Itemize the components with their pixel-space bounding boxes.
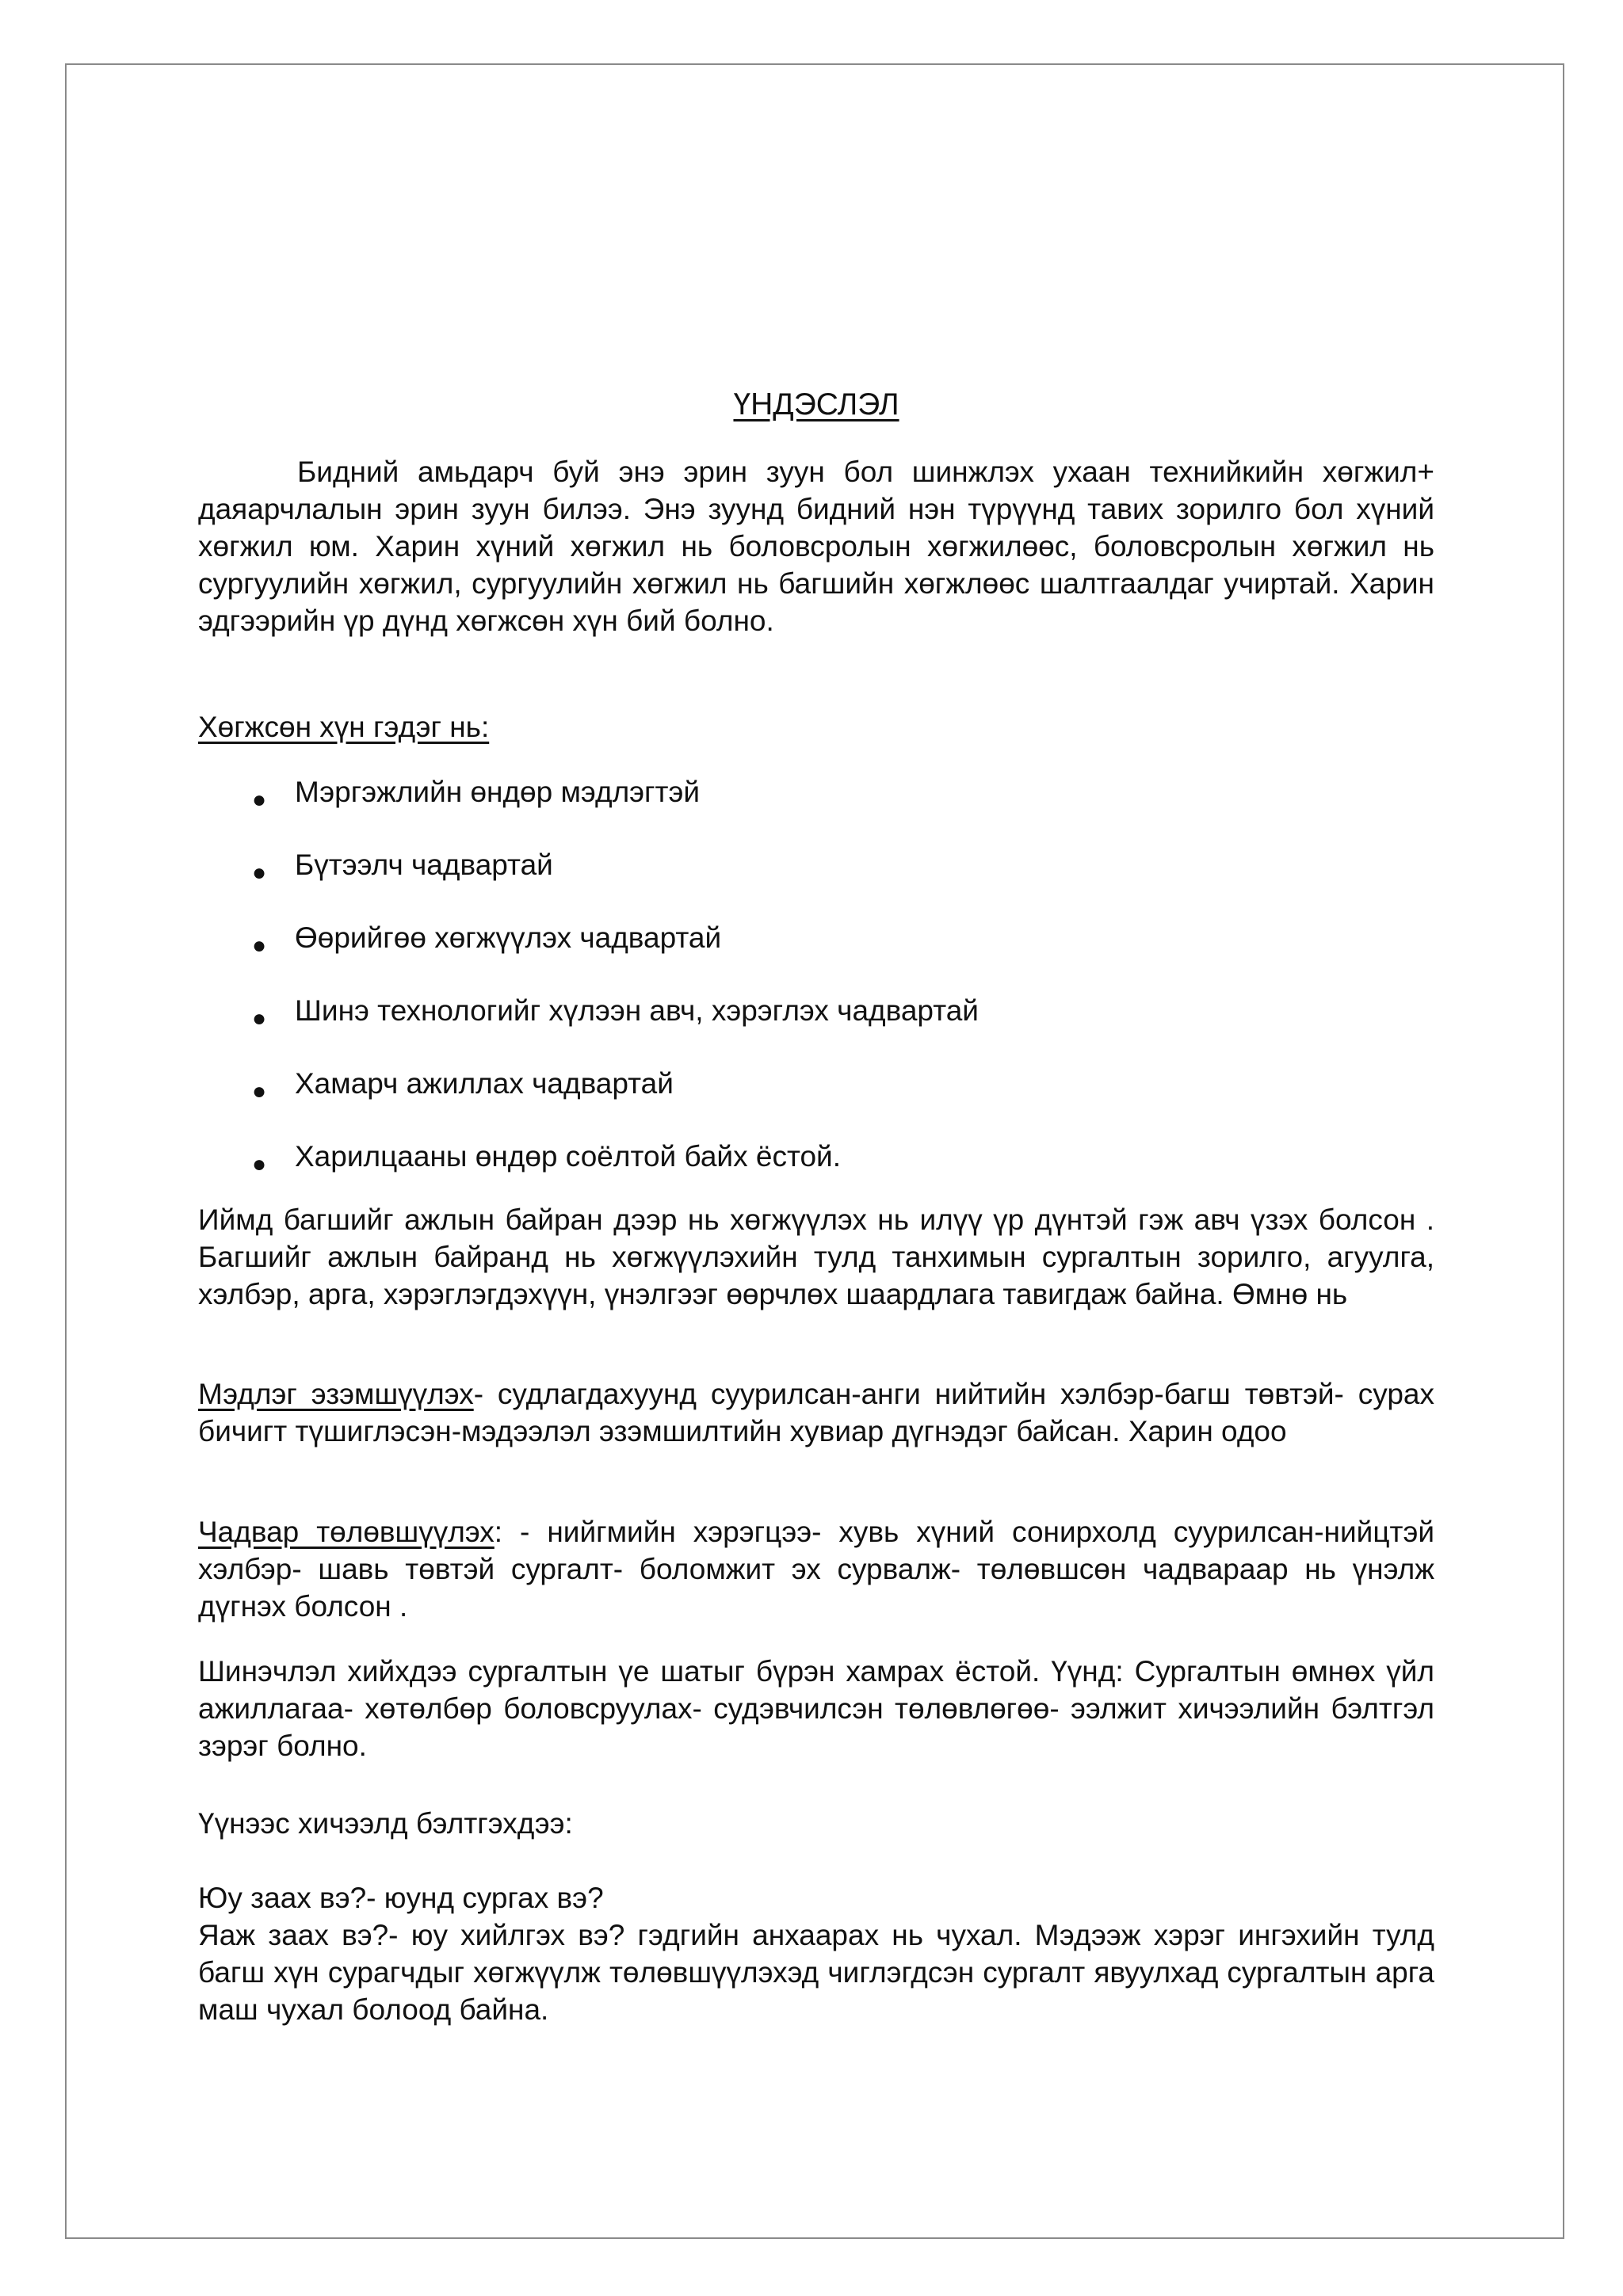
list-item — [198, 992, 1434, 1065]
list-item — [198, 1065, 1434, 1138]
list-item — [198, 919, 1434, 992]
how-to-teach-paragraph: Яаж заах вэ?- юу хийлгэх вэ? гэдгийн анхаарах нь чухал. Мэдээж хэрэг ингэхийн тулд багш хүн сурагчдыг хөгжүүлж төлөвшүүлэхэд чиглэгдсэн сургалт явуулхад сургалтын арга маш чухал болоод байна. — [198, 1919, 1434, 2026]
bullet-icon: ● — [252, 1078, 267, 1104]
innovation-paragraph: Шинэчлэл хийхдээ сургалтын үе шатыг бүрэн хамрах ёстой. Үүнд: Сургалтын өмнөх үйл ажиллагаа- хөтөлбөр боловсруулах- судэвчилсэн төлөвлөгөө- ээлжит хичээлийн бэлтгэл зэрэг болно. — [198, 1655, 1434, 1762]
list-item — [198, 1138, 1434, 1211]
intro-paragraph: Бидний амьдарч буй энэ эрин зуун бол шинжлэх ухаан технийкийн хөгжил+ даяарчлалын эрин зуун билээ. Энэ зуунд бидний нэн түрүүнд тавих зорилго бол хүний хөгжил юм. Харин хүний хөгжил нь боловсролын хөгжилөөс, боловсролын хөгжил нь сургуулийн хөгжил, сургуулийн хөгжил нь багшийн хөгжлөөс шалтгаалдаг учиртай. Харин эдгээрийн үр дүнд хөгжсөн хүн бий болно. — [198, 456, 1434, 637]
list-item-text: Шинэ технологийг хүлээн авч, хэрэглэх чадвартай — [295, 994, 979, 1027]
list-item — [198, 773, 1434, 846]
bullet-icon: ● — [252, 1005, 267, 1032]
list-item-text: Харилцааны өндөр соёлтой байх ёстой. — [295, 1140, 841, 1173]
bullet-icon: ● — [252, 1151, 267, 1177]
bullet-icon: ● — [252, 787, 267, 813]
knowledge-description: - судлагдахуунд суурилсан-анги нийтийн хэлбэр-багш төвтэй- сурах бичигт түшиглэсэн-мэдээлэл эзэмшилтийн хувиар дүгнэдэг байсан. Харин одоо — [198, 1378, 1434, 1447]
list-item-text: Хамарч ажиллах чадвартай — [295, 1067, 674, 1100]
skill-description: : - нийгмийн хэрэгцээ- хувь хүний сонирхолд суурилсан-нийцтэй хэлбэр- шавь төвтэй сургалт- боломжит эх сурвалж- төлөвшсөн чадвараар нь үнэлж дүгнэх болсон . — [198, 1516, 1435, 1623]
teacher-development-paragraph: Иймд багшийг ажлын байран дээр нь хөгжүүлэх нь илүү үр дүнтэй гэж авч үзэх болсон . Багшийг ажлын байранд нь хөгжүүлэхийн тулд танхимын сургалтын зорилго, агуулга, хэлбэр, арга, хэрэглэгдэхүүн, үнэлгээг өөрчлөх шаардлага тавигдаж байна. Өмнө нь — [198, 1203, 1434, 1310]
list-item-text: Өөрийгөө хөгжүүлэх чадвартай — [295, 921, 722, 954]
bullet-icon: ● — [252, 933, 267, 959]
developed-person-heading: Хөгжсөн хүн гэдэг нь: — [198, 711, 490, 743]
list-item-text: Мэргэжлийн өндөр мэдлэгтэй — [295, 776, 701, 808]
developed-person-list — [198, 773, 1434, 1211]
document-title: ҮНДЭСЛЭЛ — [733, 387, 899, 421]
knowledge-paragraph — [198, 1375, 1434, 1450]
question-line: Юу заах вэ?- юунд сургах вэ? — [198, 1882, 604, 1914]
list-item — [198, 846, 1434, 919]
knowledge-term: Мэдлэг эзэмшүүлэх — [198, 1378, 474, 1410]
list-item-text: Бүтээлч чадвартай — [295, 849, 553, 881]
preparation-line: Үүнээс хичээлд бэлтгэхдээ: — [198, 1807, 573, 1840]
skill-term: Чадвар төлөвшүүлэх — [198, 1516, 495, 1548]
bullet-icon: ● — [252, 860, 267, 886]
skill-paragraph — [198, 1513, 1434, 1625]
